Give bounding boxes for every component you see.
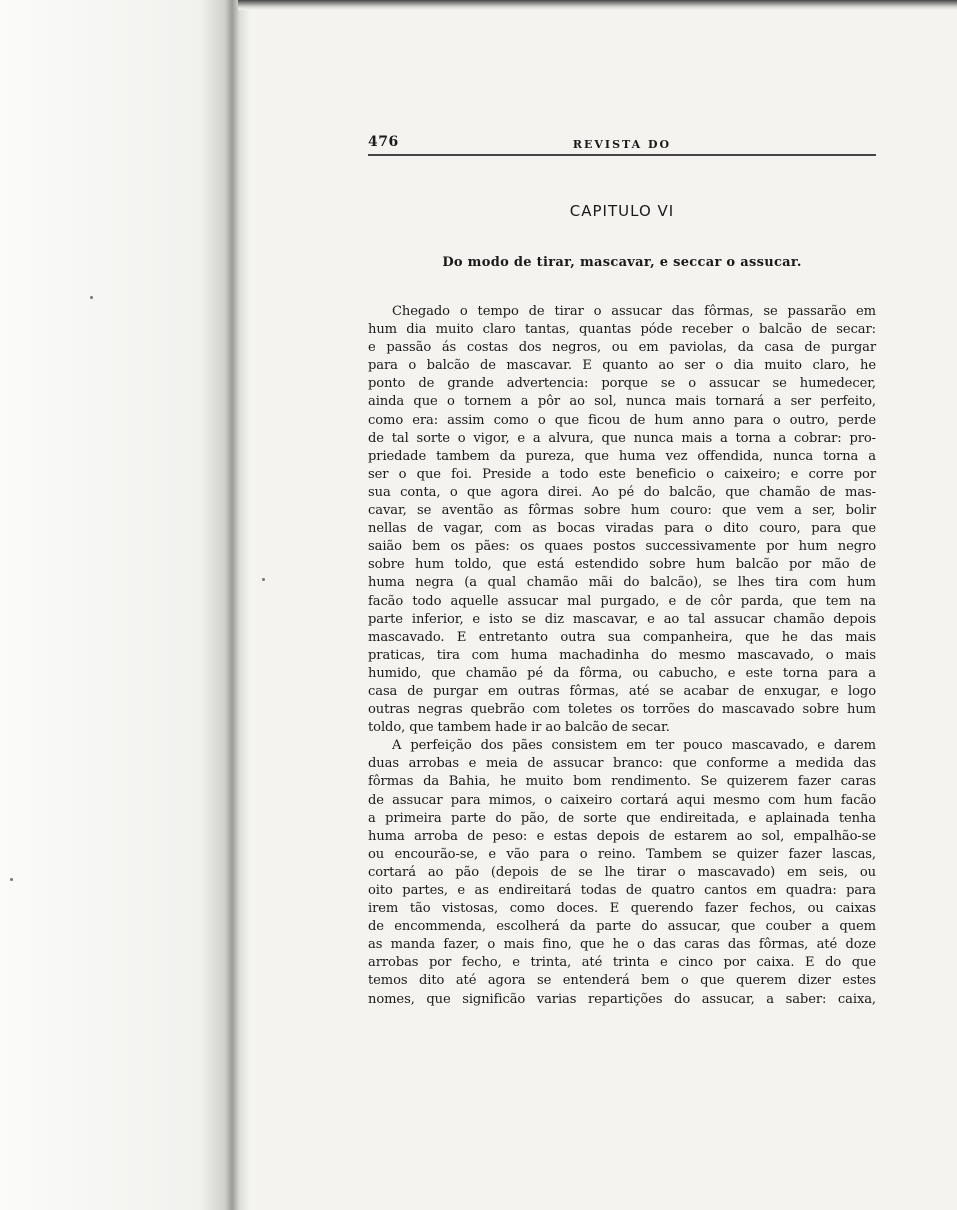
- running-header: [368, 132, 876, 156]
- text-line: irem tão vistosas, como doces. E querendo fazer fechos, ou caixas: [368, 901, 876, 917]
- body-text: [368, 303, 876, 1009]
- section-title: Do modo de tirar, mascavar, e seccar o assucar.: [442, 255, 802, 270]
- text-line: cavar, se aventão as fôrmas sobre hum couro: que vem a ser, bolir: [368, 503, 876, 519]
- chapter-title: CAPITULO VI: [569, 202, 675, 220]
- text-line: duas arrobas e meia de assucar branco: que conforme a medida das: [368, 756, 876, 772]
- text-line: as manda fazer, o mais fino, que he o das caras das fôrmas, até doze: [368, 937, 876, 953]
- book-gutter: [0, 0, 250, 1210]
- running-title: REVISTA DO: [572, 138, 672, 151]
- text-line: facão todo aquelle assucar mal purgado, e de côr parda, que tem na: [368, 593, 876, 609]
- text-line: cortará ao pão (depois de se lhe tirar o mascavado) em seis, ou: [368, 864, 876, 880]
- text-line: e passão ás costas dos negros, ou em paviolas, da casa de purgar: [368, 340, 876, 356]
- text-line: huma negra (a qual chamão mãi do balcão), se lhes tira com hum: [368, 575, 876, 591]
- text-line: sobre hum toldo, que está estendido sobre hum balcão por mão de: [368, 557, 876, 573]
- text-line: arrobas por fecho, e trinta, até trinta e cinco por caixa. E do que: [368, 955, 876, 971]
- speck: [10, 878, 13, 881]
- text-line: nomes, que significão varias repartições do assucar, a saber: caixa,: [368, 991, 876, 1007]
- text-line: outras negras quebrão com toletes os torrões do mascavado sobre hum: [368, 702, 876, 718]
- text-line: praticas, tira com huma machadinha do mesmo mascavado, o mais: [368, 647, 876, 663]
- text-line: a primeira parte do pão, de sorte que endireitada, e aplainada tenha: [368, 810, 876, 826]
- speck: [90, 296, 93, 299]
- text-line: toldo, que tambem hade ir ao balcão de secar.: [368, 720, 670, 736]
- page-number: 476: [368, 134, 399, 150]
- text-line: temos dito até agora se entenderá bem o que querem dizer estes: [368, 973, 876, 989]
- text-line: oito partes, e as endireitará todas de quatro cantos em quadra: para: [368, 883, 876, 898]
- text-line: hum dia muito claro tantas, quantas póde receber o balcão de secar:: [368, 322, 876, 338]
- text-line: como era: assim como o que ficou de hum anno para o outro, perde: [368, 412, 876, 428]
- text-line: fôrmas da Bahia, he muito bom rendimento. Se quizerem fazer caras: [368, 774, 876, 790]
- text-line: huma arroba de peso: e estas depois de estarem ao sol, empalhão-se: [368, 828, 876, 844]
- text-line: sua conta, o que agora direi. Ao pé do balcão, que chamão de mas-: [368, 484, 876, 500]
- text-line: ser o que foi. Preside a todo este beneficio o caixeiro; e corre por: [368, 466, 876, 482]
- speck: [262, 578, 265, 581]
- text-line: saião bem os pães: os quaes postos successivamente por hum negro: [368, 539, 876, 555]
- text-line: ainda que o tornem a pôr ao sol, nunca mais tornará a ser perfeito,: [368, 394, 876, 410]
- text-line: de tal sorte o vigor, e a alvura, que nunca mais a torna a cobrar: pro-: [368, 430, 876, 446]
- text-line: de assucar para mimos, o caixeiro cortará aqui mesmo com hum facão: [368, 792, 876, 808]
- text-line: casa de purgar em outras fôrmas, até se acabar de enxugar, e logo: [368, 683, 876, 699]
- text-line: ponto de grande advertencia: porque se o assucar se humedecer,: [368, 376, 876, 392]
- text-line: A perfeição dos pães consistem em ter pouco mascavado, e darem: [392, 738, 876, 754]
- text-line: humido, que chamão pé da fôrma, ou cabucho, e este torna para a: [368, 665, 876, 681]
- text-line: parte inferior, e isto se diz mascavar, e ao tal assucar chamão depois: [368, 611, 876, 627]
- text-line: priedade tambem da pureza, que huma vez offendida, nunca torna a: [368, 448, 876, 464]
- text-line: mascavado. E entretanto outra sua companheira, que he das mais: [368, 629, 876, 645]
- text-line: de encommenda, escolherá da parte do assucar, que couber a quem: [368, 919, 876, 935]
- text-line: nellas de vagar, com as bocas viradas para o dito couro, para que: [368, 521, 876, 537]
- text-line: Chegado o tempo de tirar o assucar das fôrmas, se passarão em: [392, 304, 876, 319]
- text-line: para o balcão de mascavar. E quanto ao ser o dia muito claro, he: [368, 358, 876, 374]
- page-top-edge: [238, 0, 957, 10]
- text-line: ou encourão-se, e vão para o reino. Tambem se quizer fazer lascas,: [368, 846, 876, 862]
